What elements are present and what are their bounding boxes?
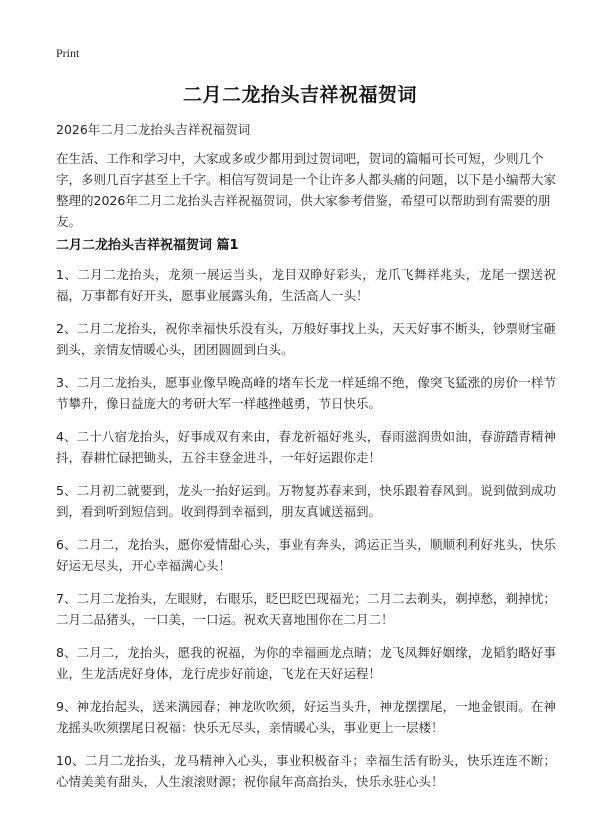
greeting-item: 4、二十八宿龙抬头，好事成双有来由，春龙祈福好兆头，春雨滋润贵如油，春游踏青精神抖，春耕忙碌把锄头，五谷丰登金进斗，一年好运跟你走！: [56, 429, 556, 465]
greeting-item: 7、二月二龙抬头，左眼财，右眼乐，眨巴眨巴现福光；二月二去剃头，剃掉愁，剃掉忧；二月二品猪头，一口美，一口运。祝欢天喜地围你在二月二！: [56, 591, 556, 627]
greeting-item: 6、二月二，龙抬头，愿你爱情甜心头，事业有奔头，鸿运正当头，顺顺利利好兆头，快乐好运无尽头，开心幸福满心头！: [56, 537, 556, 573]
greeting-item: 5、二月初二就要到，龙头一抬好运到。万物复苏春来到，快乐跟着春风到。说到做到成功到，看到听到短信到。收到得到幸福到，朋友真诚送福到。: [56, 483, 556, 519]
document-title: 二月二龙抬头吉祥祝福贺词: [182, 84, 417, 106]
document-subtitle: 2026年二月二龙抬头吉祥祝福贺词: [56, 122, 251, 137]
greeting-item: 8、二月二，龙抬头，愿我的祝福，为你的幸福画龙点睛；龙飞凤舞好姻缘，龙韬豹略好事业，生龙活虎好身体，龙行虎步好前途，飞龙在天好运程！: [56, 645, 556, 681]
print-label[interactable]: Print: [56, 46, 80, 60]
section-heading: 二月二龙抬头吉祥祝福贺词 篇1: [56, 238, 239, 253]
intro-paragraph: 在生活、工作和学习中，大家或多或少都用到过贺词吧，贺词的篇幅可长可短，少则几个字，多则几百字甚至上千字。相信写贺词是一个让许多人都头痛的问题，以下是小编帮大家整理的2026年二月二龙抬头吉祥祝福贺词，供大家参考借鉴，希望可以帮助到有需要的朋友。: [56, 151, 557, 229]
greeting-item: 2、二月二龙抬头，祝你幸福快乐没有头，万般好事找上头，天天好事不断头，钞票财宝砸到头，亲情友情暖心头，团团圆圆到白头。: [56, 321, 556, 357]
greeting-item: 1、二月二龙抬头，龙须一展运当头，龙目双睁好彩头，龙爪飞舞祥兆头，龙尾一摆送祝福，万事都有好开头，愿事业展露头角，生活高人一头！: [56, 267, 556, 303]
greeting-list: [56, 264, 556, 804]
greeting-item: 3、二月二龙抬头，愿事业像早晚高峰的堵车长龙一样延绵不绝，像突飞猛涨的房价一样节节攀升，像日益庞大的考研大军一样越挫越勇，节日快乐。: [56, 375, 556, 411]
greeting-item: 10、二月二龙抬头，龙马精神入心头，事业积极奋斗；幸福生活有盼头，快乐连连不断；心情美美有甜头，人生滚滚财源；祝你鼠年高高抬头，快乐永驻心头！: [56, 753, 556, 789]
greeting-item: 9、神龙抬起头，送来满园春；神龙吹吹须，好运当头升，神龙摆摆尾，一地金银雨。在神龙摇头吹须摆尾日祝福：快乐无尽头，亲情暖心头，事业更上一层楼！: [56, 699, 556, 735]
